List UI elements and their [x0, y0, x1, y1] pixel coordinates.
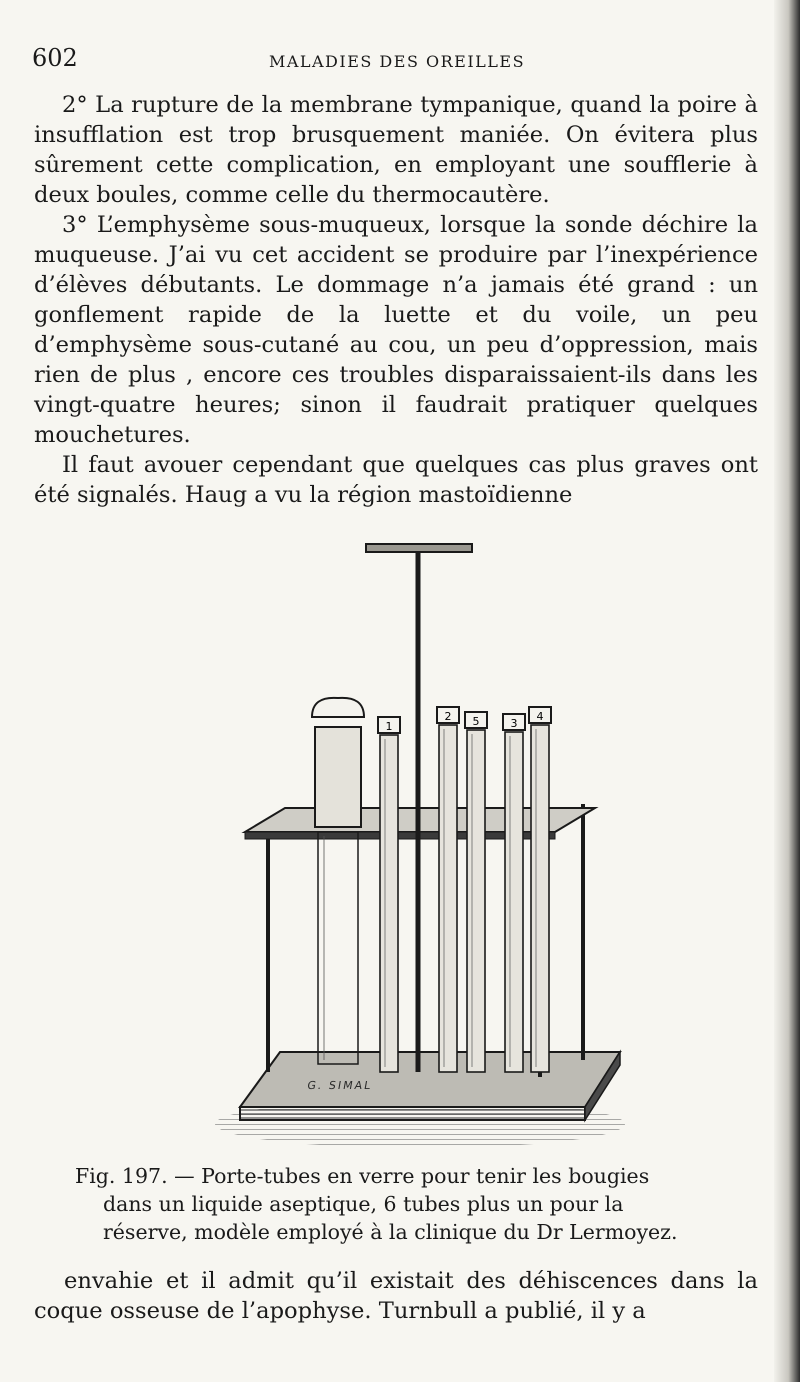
rack-base-front	[240, 1107, 585, 1120]
figure-197-illustration	[200, 532, 650, 1157]
tube-number-label: 2	[444, 710, 452, 723]
rack-base	[240, 1052, 620, 1107]
page-header	[32, 40, 762, 80]
tube-number-label: 5	[472, 715, 480, 728]
glass-tube	[437, 707, 459, 1072]
glass-tube	[503, 714, 525, 1072]
tube-number-label: 3	[510, 717, 518, 730]
glass-tube	[529, 707, 551, 1072]
tube-rack-engraving	[200, 532, 650, 1157]
caption-line: réserve, modèle employé à la clinique du Dr Lermoyez.	[103, 1220, 678, 1244]
running-head: MALADIES DES OREILLES	[268, 52, 526, 71]
glass-tube	[378, 717, 400, 1072]
paragraph: Il faut avouer cependant que quelques cas plus graves ont été signalés. Haug a vu la région mastoïdienne	[34, 452, 758, 508]
caption-line: Fig. 197. — Porte-tubes en verre pour tenir les bougies	[75, 1164, 650, 1188]
body-text-top	[34, 90, 758, 510]
page-edge-shadow	[774, 0, 800, 1382]
tube-number-label: 1	[385, 720, 393, 733]
rack-handle-bar	[366, 544, 472, 552]
glass-tube	[465, 712, 487, 1072]
maker-mark: G. SIMAL	[306, 1079, 374, 1092]
paragraph: 3° L’emphysème sous-muqueux, lorsque la sonde déchire la muqueuse. J’ai vu cet accident se produire par l’inexpérience d’élèves débutants. Le dommage n’a jamais été grand : un gonflement rapide de la luette et du voile, un peu d’emphysème sous-cutané au cou, un peu d’oppression, mais rien de plus , encore ces troubles disparaissaient-ils dans les vingt-quatre heures; sinon il faudrait pratiquer quelques mouchetures.	[34, 212, 758, 448]
paragraph: envahie et il admit qu’il existait des déhiscences dans la coque osseuse de l’apophyse. Turnbull a publié, il y a	[34, 1268, 758, 1324]
caption-line: dans un liquide aseptique, 6 tubes plus un pour la	[103, 1192, 624, 1216]
paragraph: 2° La rupture de la membrane tympanique, quand la poire à insufflation est trop brusquement maniée. On évitera plus sûrement cette complication, en employant une soufflerie à deux boules, comme celle du thermocautère.	[34, 92, 758, 208]
page-number: 602	[32, 44, 78, 72]
figure-caption	[75, 1162, 765, 1246]
reserve-jar	[312, 698, 364, 1064]
tube-number-label: 4	[536, 710, 544, 723]
numbered-tubes	[378, 707, 551, 1072]
body-text-bottom	[34, 1266, 758, 1326]
